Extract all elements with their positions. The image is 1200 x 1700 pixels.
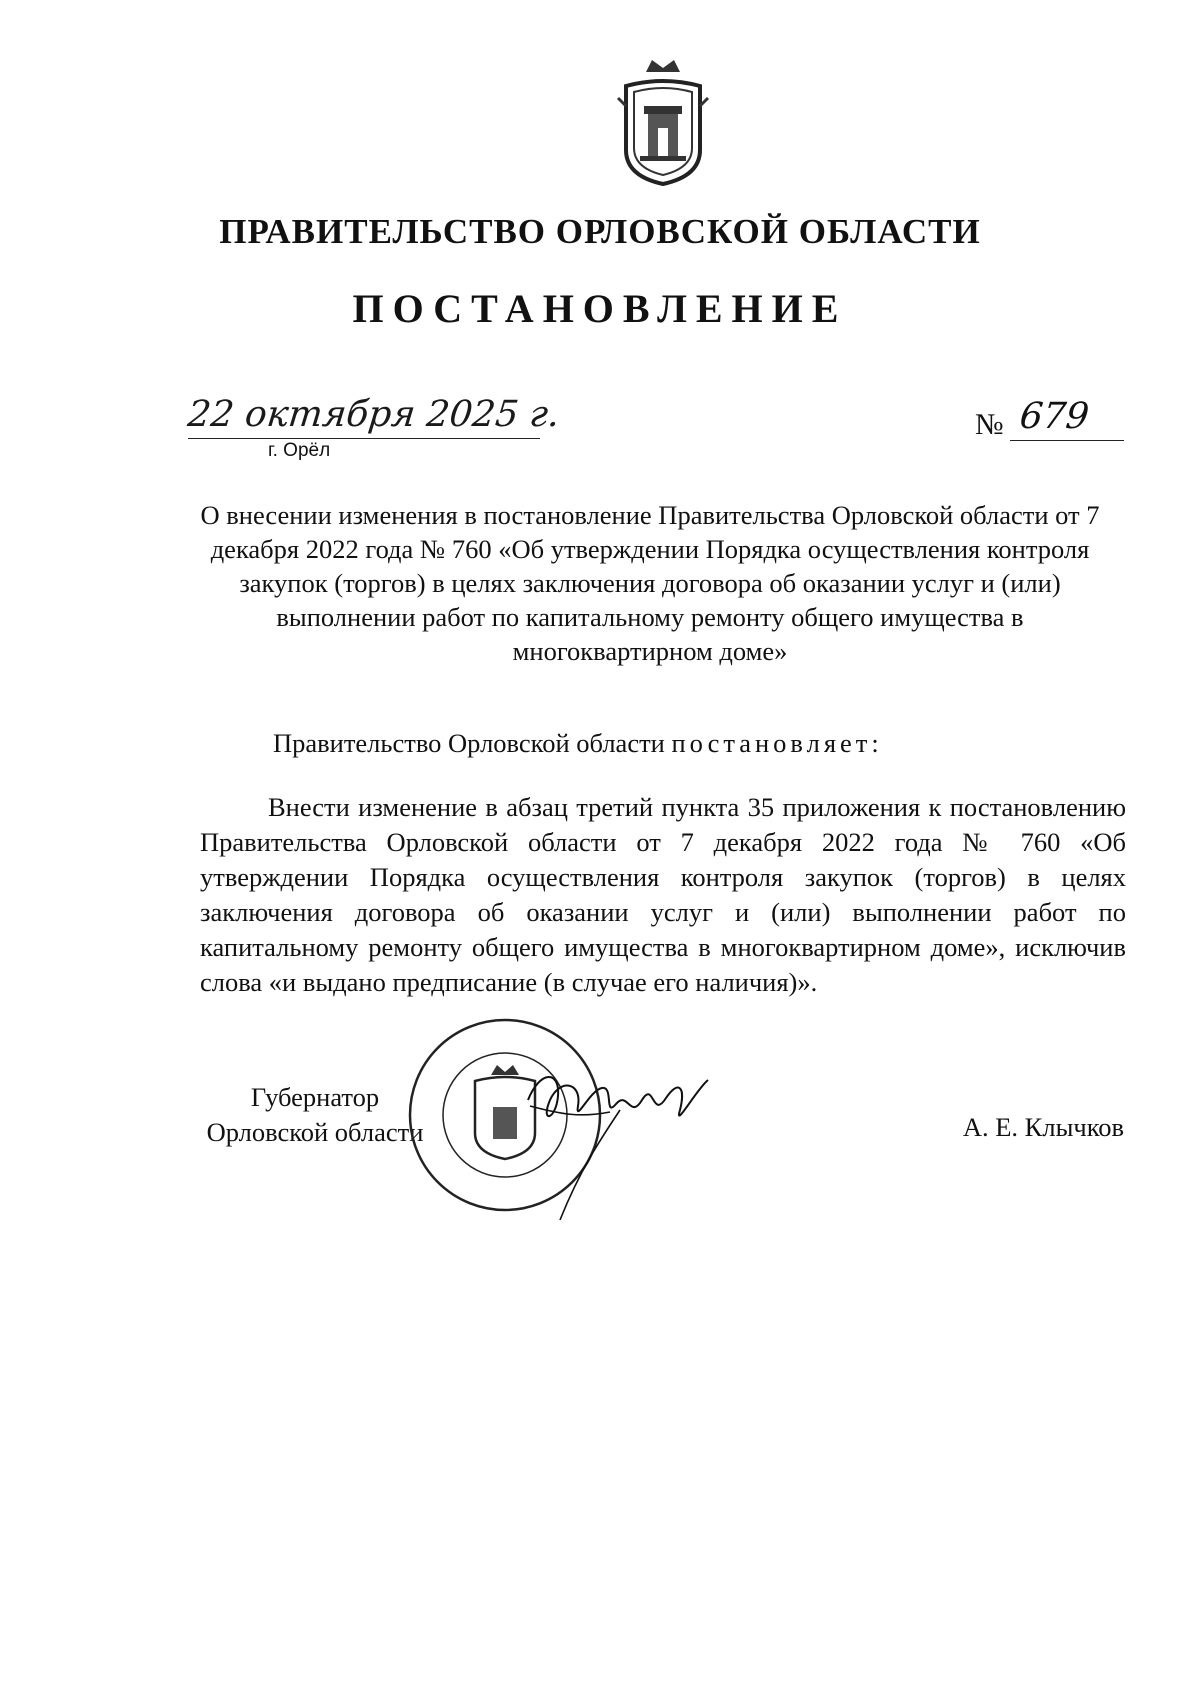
- number-underline: [1010, 440, 1124, 441]
- handwritten-date: 22 октября 2025 г.: [185, 394, 562, 435]
- coat-of-arms-icon: [616, 58, 710, 186]
- signer-role: [190, 1080, 440, 1150]
- signer-name: А. Е. Клычков: [962, 1112, 1124, 1142]
- document-subject: О внесении изменения в постановление Правительства Орловской области от 7 декабря 2022 года № 760 «Об утверждении Порядка осуществления контроля закупок (торгов) в целях заключения договора об оказании услуг и (или) выполнении работ по капитальному ремонту общего имущества в многоквартирном доме»: [200, 500, 1100, 666]
- city-label: г. Орёл: [268, 440, 331, 461]
- signer-role-line-2: Орловской области: [206, 1117, 424, 1147]
- date-underline: [188, 438, 540, 439]
- document-number: 679: [1017, 396, 1091, 437]
- resolution-body: Внести изменение в абзац третий пункта 35 приложения к постановлению Правительства Орловской области от 7 декабря 2022 года № 760 «Об утверждении Порядка осуществления контроля закупок (торгов) в целях заключения договора об оказании услуг и (или) выполнении работ по капитальному ремонту общего имущества в многоквартирном доме», исключив слова «и выдано предписание (в случае его наличия)».: [200, 792, 1126, 997]
- government-title: ПРАВИТЕЛЬСТВО ОРЛОВСКОЙ ОБЛАСТИ: [219, 212, 981, 251]
- signer-role-line-1: Губернатор: [250, 1082, 380, 1112]
- preamble-verb: постановляет:: [671, 728, 883, 758]
- document-type-title: ПОСТАНОВЛЕНИЕ: [352, 286, 848, 331]
- preamble: [273, 728, 883, 759]
- number-label: №: [975, 408, 1004, 441]
- handwritten-signature-icon: [520, 1060, 730, 1230]
- preamble-subject: Правительство Орловской области: [273, 728, 665, 758]
